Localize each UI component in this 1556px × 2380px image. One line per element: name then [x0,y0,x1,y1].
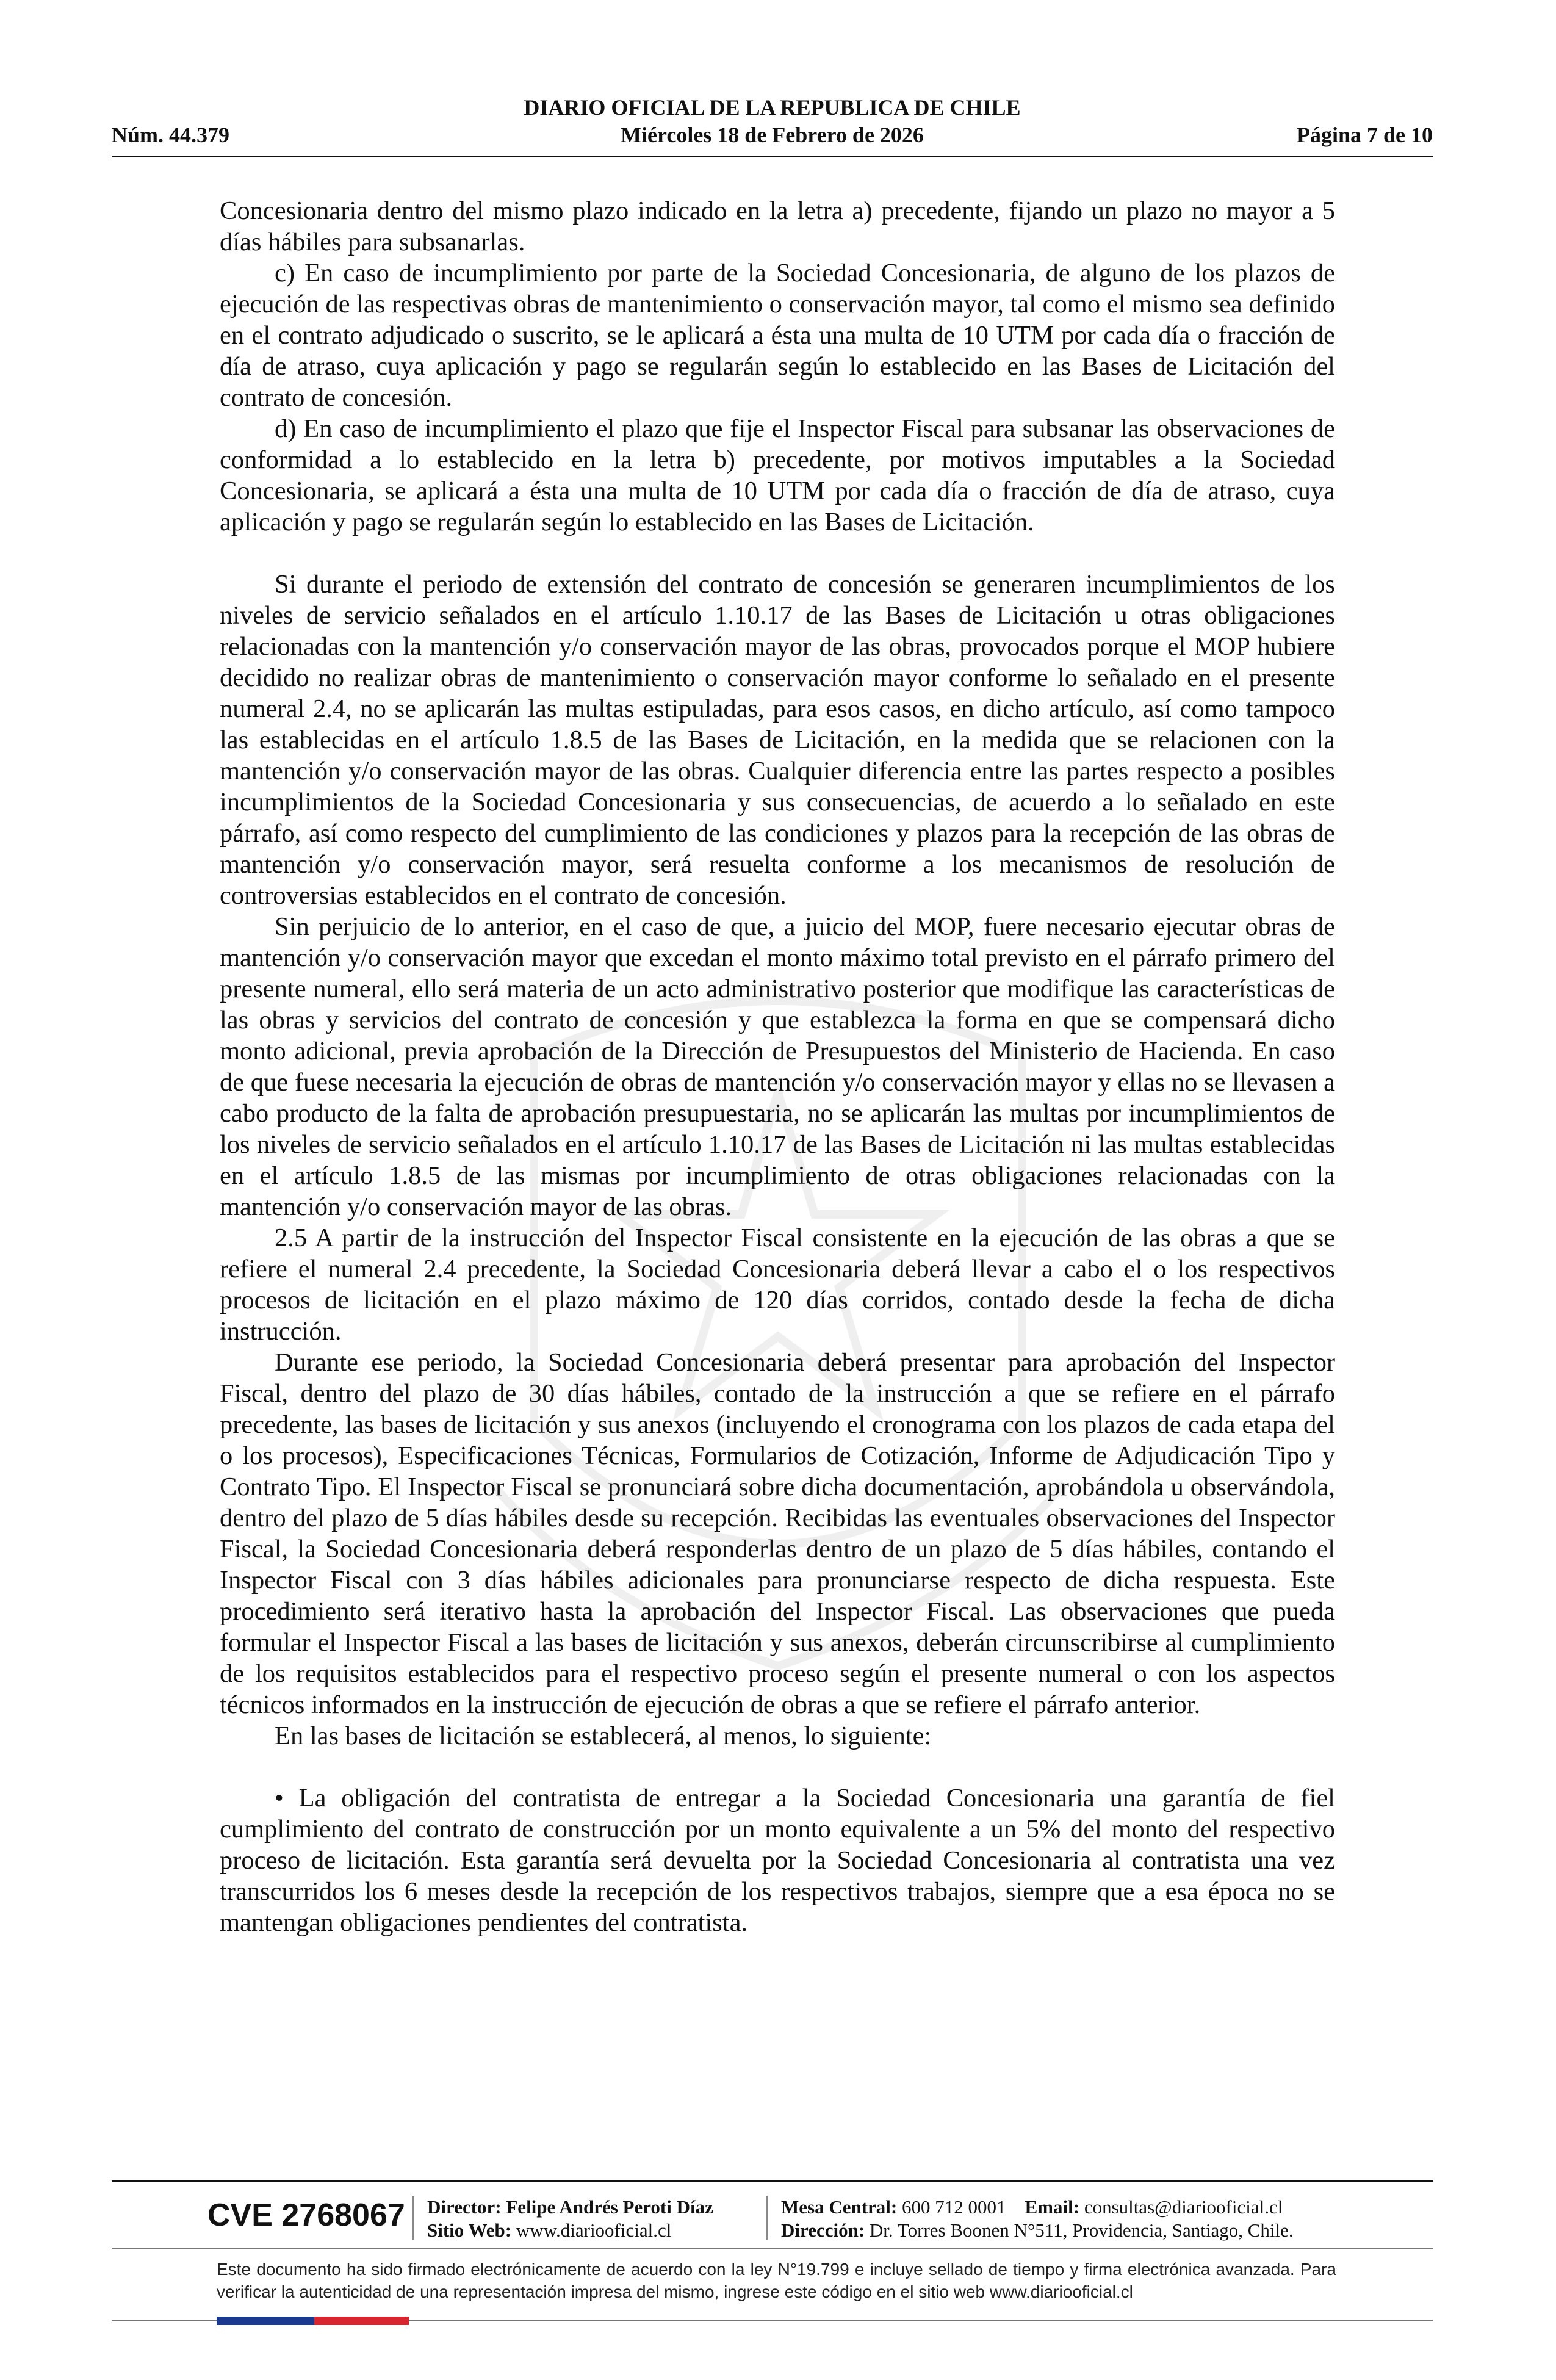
newspaper-title: DIARIO OFICIAL DE LA REPUBLICA DE CHILE [524,95,1021,120]
mesa-phone: 600 712 0001 [902,2196,1006,2218]
email-label: Email: [1025,2196,1080,2218]
header-row [112,122,1433,150]
paragraph-continuation: Concesionaria dentro del mismo plazo indicado en la letra a) precedente, fijando un plazo no mayor a 5 días hábiles para subsanarlas. [220,197,1335,256]
paragraph-item-d: d) En caso de incumplimiento el plazo que fije el Inspector Fiscal para subsanar las observaciones de conformidad a lo establecido en la letra b) precedente, por motivos imputables a la Sociedad Concesionaria, se aplicará a ésta una multa de 10 UTM por cada día o fracción de día de atraso, cuya aplicación y pago se regularán según lo establecido en las Bases de Licitación. [220,414,1335,536]
page-indicator: Página 7 de 10 [1296,123,1433,147]
email-link[interactable]: consultas@diariooficial.cl [1084,2196,1283,2218]
paragraph-numeral-2-5: 2.5 A partir de la instrucción del Inspector Fiscal consistente en la ejecución de las obras a que se refiere el numeral 2.4 precedente, la Sociedad Concesionaria deberá llevar a cabo el o los respectivos procesos de licitación en el plazo máximo de 120 días corridos, contado desde la fecha de dicha instrucción. [220,1224,1335,1346]
flag-stripe-blue [217,2317,314,2325]
flag-stripe-red [314,2317,409,2325]
web-link[interactable]: www.diariooficial.cl [516,2220,672,2241]
address-label: Dirección: [781,2220,865,2241]
header-divider [112,156,1433,157]
web-label: Sitio Web: [427,2220,512,2241]
footer-contact-block [781,2196,1294,2242]
issue-number: Núm. 44.379 [112,123,230,147]
document-body [220,195,1335,1938]
paragraph-extension-period: Si durante el periodo de extensión del contrato de concesión se generaren incumplimientos de los niveles de servicio señalados en el artículo 1.10.17 de las Bases de Licitación u otras obligaciones relacionadas con la mantención y/o conservación mayor de las obras, provocados porque el MOP hubiere decidido no realizar obras de mantenimiento o conservación mayor conforme lo señalado en el presente numeral 2.4, no se aplicarán las multas estipuladas, para esos casos, en dicho artículo, así como tampoco las establecidas en el artículo 1.8.5 de las Bases de Licitación, en la medida que se relacionen con la mantención y/o conservación mayor de las obras. Cualquier diferencia entre las partes respecto a posibles incumplimientos de la Sociedad Concesionaria y sus consecuencias, de acuerdo a lo señalado en este párrafo, así como respecto del cumplimiento de las condiciones y plazos para la recepción de las obras de mantención y/o conservación mayor, será resuelta conforme a los mecanismos de resolución de controversias establecidos en el contrato de concesión. [220,570,1335,910]
footer-separator [412,2196,414,2240]
paragraph-item-c: c) En caso de incumplimiento por parte de la Sociedad Concesionaria, de alguno de los plazos de ejecución de las respectivas obras de mantenimiento o conservación mayor, tal como el mismo sea definido en el contrato adjudicado o suscrito, se le aplicará a ésta una multa de 10 UTM por cada día o fracción de día de atraso, cuya aplicación y pago se regularán según lo establecido en las Bases de Licitación del contrato de concesión. [220,259,1335,412]
director-label: Director: [427,2196,502,2218]
footer-separator [766,2196,768,2240]
footer-director-block [427,2196,713,2242]
director-name: Felipe Andrés Peroti Díaz [506,2196,713,2218]
footer-top-divider [112,2180,1433,2182]
cve-code: CVE 2768067 [207,2198,405,2233]
footer-mid-divider [112,2248,1433,2249]
paragraph-bases-intro: En las bases de licitación se establecerá, al menos, lo siguiente: [275,1722,932,1750]
bullet-guarantee: • La obligación del contratista de entregar a la Sociedad Concesionaria una garantía de fiel cumplimiento del contrato de construcción por un monto equivalente a un 5% del monto del respectivo proceso de licitación. Esta garantía será devuelta por la Sociedad Concesionaria al contratista una vez transcurridos los 6 meses desde la recepción de los respectivos trabajos, siempre que a esa época no se mantengan obligaciones pendientes del contratista. [220,1784,1335,1937]
issue-date: Miércoles 18 de Febrero de 2026 [621,123,924,147]
paragraph-during-period: Durante ese periodo, la Sociedad Concesionaria deberá presentar para aprobación del Inspector Fiscal, dentro del plazo de 30 días hábiles, contado de la instrucción a que se refiere en el párrafo precedente, las bases de licitación y sus anexos (incluyendo el cronograma con los plazos de cada etapa del o los procesos), Especificaciones Técnicas, Formularios de Cotización, Informe de Adjudicación Tipo y Contrato Tipo. El Inspector Fiscal se pronunciará sobre dicha documentación, aprobándola u observándola, dentro del plazo de 5 días hábiles desde su recepción. Recibidas las eventuales observaciones del Inspector Fiscal, la Sociedad Concesionaria deberá responderlas dentro de un plazo de 5 días hábiles, contando el Inspector Fiscal con 3 días hábiles adicionales para pronunciarse respecto de dicha respuesta. Este procedimiento será iterativo hasta la aprobación del Inspector Fiscal. Las observaciones que pueda formular el Inspector Fiscal a las bases de licitación y sus anexos, deberán circunscribirse al cumplimiento de los requisitos establecidos para el respectivo proceso según el presente numeral o con los aspectos técnicos informados en la instrucción de ejecución de obras a que se refiere el párrafo anterior. [220,1348,1335,1719]
mesa-label: Mesa Central: [781,2196,898,2218]
signature-notice: Este documento ha sido firmado electrónicamente de acuerdo con la ley N°19.799 e incluye sellado de tiempo y firma electrónica avanzada. Para verificar la autenticidad de una representación impresa del mismo, ingrese este código en el sitio web www.diariooficial.cl [217,2260,1336,2301]
address-value: Dr. Torres Boonen N°511, Providencia, Santiago, Chile. [869,2220,1294,2241]
paragraph-notwithstanding: Sin perjuicio de lo anterior, en el caso de que, a juicio del MOP, fuere necesario ejecutar obras de mantención y/o conservación mayor que excedan el monto máximo total previsto en el párrafo primero del presente numeral, ello será materia de un acto administrativo posterior que modifique las características de las obras y servicios del contrato de concesión y que establezca la forma en que se compensará dicho monto adicional, previa aprobación de la Dirección de Presupuestos del Ministerio de Hacienda. En caso de que fuese necesaria la ejecución de obras de mantención y/o conservación mayor y ellas no se llevasen a cabo producto de la falta de aprobación presupuestaria, no se aplicarán las multas por incumplimientos de los niveles de servicio señalados en el artículo 1.10.17 de las Bases de Licitación ni las multas establecidas en el artículo 1.8.5 de las mismas por incumplimiento de otras obligaciones relacionadas con la mantención y/o conservación mayor de las obras. [220,912,1335,1221]
